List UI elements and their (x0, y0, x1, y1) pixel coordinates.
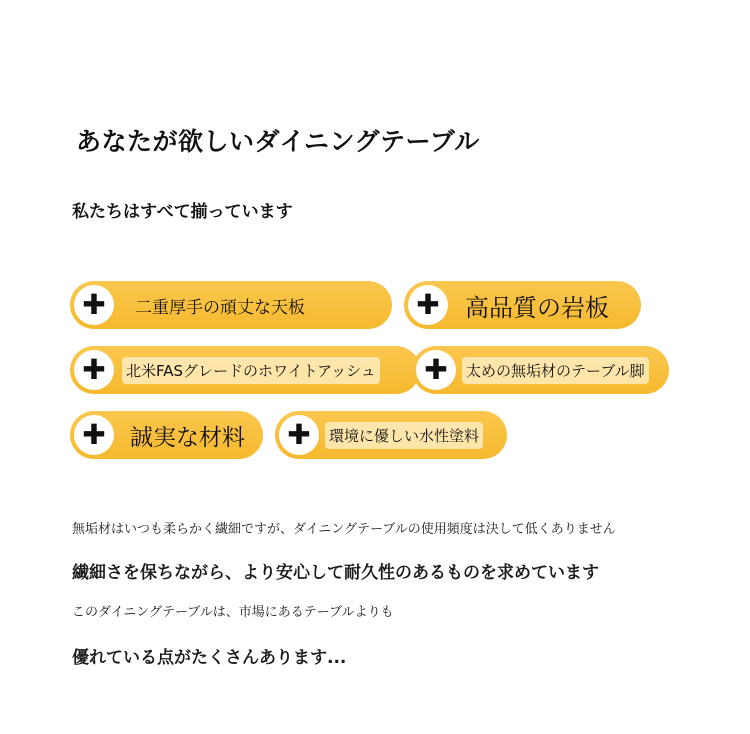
feature-tag-water-paint (275, 411, 507, 459)
feature-label: 誠実な材料 (130, 424, 245, 451)
feature-tag-table-legs (412, 346, 669, 394)
description-line-4: 優れている点がたくさんあります... (72, 648, 347, 668)
plus-icon: ✚ (74, 350, 114, 390)
description-line-3: このダイニングテーブルは、市場にあるテーブルよりも (72, 605, 394, 620)
plus-icon: ✚ (408, 285, 448, 325)
feature-tag-honest-materials (70, 411, 263, 459)
page-title: あなたが欲しいダイニングテーブル (76, 127, 480, 156)
plus-icon: ✚ (416, 350, 456, 390)
plus-icon: ✚ (74, 415, 114, 455)
feature-tag-tabletop (70, 281, 392, 329)
feature-label: 環境に優しい水性塗料 (325, 422, 483, 449)
plus-icon: ✚ (74, 285, 114, 325)
feature-label: 太めの無垢材のテーブル脚 (462, 357, 649, 384)
feature-label: 北米FASグレードのホワイトアッシュ (122, 357, 380, 384)
feature-label: 二重厚手の頑丈な天板 (135, 297, 305, 318)
feature-label: 高品質の岩板 (465, 293, 609, 322)
plus-icon: ✚ (279, 415, 319, 455)
page-subtitle: 私たちはすべて揃っています (72, 202, 293, 222)
description-line-1: 無垢材はいつも柔らかく繊細ですが、ダイニングテーブルの使用頻度は決して低くありません (72, 522, 616, 537)
description-line-2: 繊細さを保ちながら、より安心して耐久性のあるものを求めています (72, 563, 599, 583)
feature-tag-white-ash (70, 346, 420, 394)
feature-tag-stone-slab (404, 281, 641, 329)
